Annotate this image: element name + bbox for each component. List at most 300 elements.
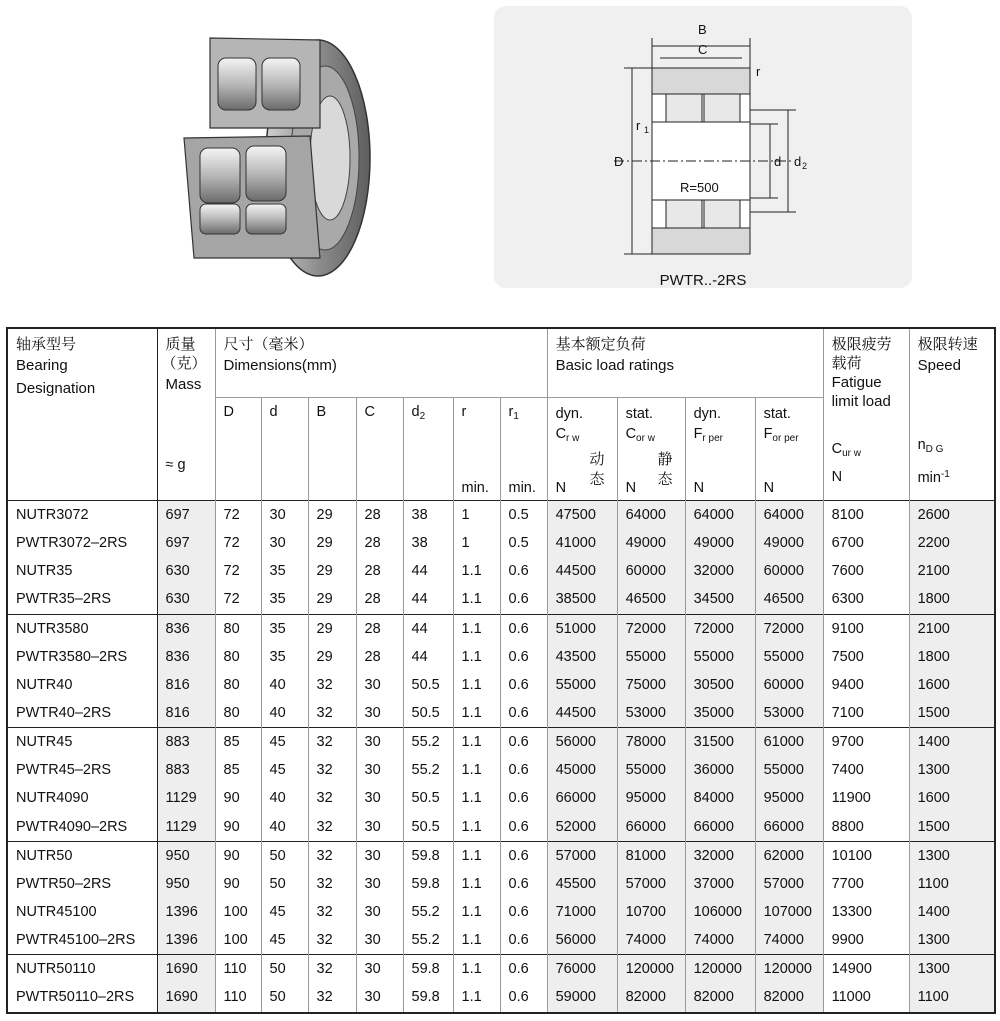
header-D: D [215,398,261,501]
cell-r1: 0.6 [500,643,547,671]
cell-forper: 95000 [755,784,823,812]
cell-C: 30 [356,955,403,984]
table-row [7,983,995,1012]
cell-D: 100 [215,898,261,926]
cell-mass: 1396 [157,926,215,955]
cell-D: 72 [215,557,261,585]
bearing-spec-table [6,327,996,1014]
cell-C: 28 [356,585,403,614]
cell-C: 28 [356,501,403,530]
header-r1: $r_1$ min. [500,398,547,501]
cell-r1: 0.6 [500,870,547,898]
cell-speed: 1300 [909,926,995,955]
header-corw: stat. $C_{or w}$ 静 态 N [617,398,685,501]
cell-D: 80 [215,671,261,699]
cell-d2: 44 [403,585,453,614]
header-designation: 轴承型号 Bearing Designation [7,328,157,501]
cell-frper: 35000 [685,699,755,728]
cell-d2: 50.5 [403,671,453,699]
cell-B: 32 [308,671,356,699]
cell-r1: 0.6 [500,784,547,812]
cell-D: 110 [215,983,261,1012]
cell-D: 72 [215,585,261,614]
cell-d: 40 [261,671,308,699]
cell-r1: 0.6 [500,841,547,870]
cell-designation: NUTR3072 [7,501,157,530]
cell-C: 28 [356,557,403,585]
cell-d: 50 [261,841,308,870]
cell-r1: 0.6 [500,926,547,955]
cell-r1: 0.6 [500,671,547,699]
table-row [7,643,995,671]
drawing-label-r1: r [636,118,641,133]
cell-forper: 57000 [755,870,823,898]
cell-D: 85 [215,756,261,784]
cell-B: 32 [308,728,356,757]
table-row [7,728,995,757]
cell-B: 32 [308,870,356,898]
cell-corw: 60000 [617,557,685,585]
cell-speed: 2600 [909,501,995,530]
cell-B: 32 [308,898,356,926]
cell-mass: 1129 [157,813,215,842]
header-C: C [356,398,403,501]
drawing-label-D: D [614,154,624,169]
cell-speed: 1300 [909,955,995,984]
cell-D: 90 [215,841,261,870]
cell-curw: 6300 [823,585,909,614]
cell-C: 30 [356,841,403,870]
cell-r: 1.1 [453,955,500,984]
cell-corw: 64000 [617,501,685,530]
cell-mass: 950 [157,870,215,898]
cell-B: 32 [308,699,356,728]
cell-d2: 59.8 [403,841,453,870]
cell-speed: 1100 [909,983,995,1012]
cell-designation: NUTR4090 [7,784,157,812]
table-row [7,671,995,699]
cell-r: 1.1 [453,983,500,1012]
cell-designation: PWTR4090–2RS [7,813,157,842]
cell-r1: 0.6 [500,813,547,842]
cell-forper: 72000 [755,614,823,643]
header-fatigue: 极限疲劳 载荷 Fatigue limit load $C_{ur w}$ N [823,328,909,501]
cell-forper: 62000 [755,841,823,870]
cell-curw: 8800 [823,813,909,842]
cell-frper: 31500 [685,728,755,757]
cell-crw: 66000 [547,784,617,812]
cell-frper: 84000 [685,784,755,812]
cell-C: 30 [356,699,403,728]
cell-r1: 0.6 [500,585,547,614]
cell-corw: 81000 [617,841,685,870]
cell-curw: 13300 [823,898,909,926]
cell-C: 30 [356,983,403,1012]
cell-corw: 72000 [617,614,685,643]
cell-crw: 44500 [547,699,617,728]
cell-curw: 7400 [823,756,909,784]
cell-curw: 11000 [823,983,909,1012]
drawing-label-d2-sub: 2 [802,161,808,171]
cell-forper: 74000 [755,926,823,955]
header-d: d [261,398,308,501]
cell-D: 110 [215,955,261,984]
cell-mass: 1396 [157,898,215,926]
table-row [7,813,995,842]
cell-d: 35 [261,643,308,671]
cell-d2: 50.5 [403,784,453,812]
cell-B: 32 [308,926,356,955]
cell-r: 1.1 [453,643,500,671]
cell-mass: 630 [157,557,215,585]
table-row [7,756,995,784]
cell-d: 30 [261,501,308,530]
cell-corw: 74000 [617,926,685,955]
cell-frper: 74000 [685,926,755,955]
cell-C: 28 [356,614,403,643]
cell-designation: PWTR45–2RS [7,756,157,784]
cell-crw: 45000 [547,756,617,784]
cell-speed: 2100 [909,557,995,585]
cell-forper: 60000 [755,557,823,585]
cell-mass: 816 [157,671,215,699]
table-row [7,898,995,926]
cell-crw: 71000 [547,898,617,926]
cell-D: 90 [215,784,261,812]
cell-r1: 0.6 [500,898,547,926]
cell-forper: 49000 [755,529,823,557]
cell-d2: 44 [403,643,453,671]
table-row [7,870,995,898]
cell-C: 30 [356,784,403,812]
cell-crw: 47500 [547,501,617,530]
cell-d2: 59.8 [403,870,453,898]
cell-r1: 0.6 [500,557,547,585]
cell-corw: 10700 [617,898,685,926]
cell-frper: 32000 [685,557,755,585]
cell-designation: PWTR35–2RS [7,585,157,614]
cell-frper: 49000 [685,529,755,557]
cell-frper: 30500 [685,671,755,699]
header-d2: $d_2$ [403,398,453,501]
cell-d: 50 [261,983,308,1012]
cell-crw: 57000 [547,841,617,870]
cell-D: 90 [215,870,261,898]
cell-r1: 0.6 [500,955,547,984]
cell-speed: 1300 [909,841,995,870]
cell-speed: 1500 [909,699,995,728]
cell-speed: 2100 [909,614,995,643]
cell-C: 30 [356,671,403,699]
cell-forper: 82000 [755,983,823,1012]
cell-corw: 82000 [617,983,685,1012]
cell-C: 30 [356,926,403,955]
cell-D: 80 [215,643,261,671]
cell-B: 32 [308,955,356,984]
cell-D: 72 [215,529,261,557]
cell-curw: 11900 [823,784,909,812]
cell-C: 30 [356,813,403,842]
cell-forper: 60000 [755,671,823,699]
cell-crw: 55000 [547,671,617,699]
cell-d: 40 [261,699,308,728]
cell-speed: 1400 [909,898,995,926]
header-B: B [308,398,356,501]
header-crw: dyn. $C_{r w}$ 动 态 N [547,398,617,501]
cell-D: 100 [215,926,261,955]
cell-mass: 697 [157,529,215,557]
cell-designation: PWTR3072–2RS [7,529,157,557]
cell-curw: 7500 [823,643,909,671]
cell-B: 32 [308,813,356,842]
cell-frper: 106000 [685,898,755,926]
cell-frper: 72000 [685,614,755,643]
cell-forper: 66000 [755,813,823,842]
cell-crw: 76000 [547,955,617,984]
cell-designation: PWTR3580–2RS [7,643,157,671]
cell-curw: 9700 [823,728,909,757]
cell-d2: 38 [403,501,453,530]
header-dimensions: 尺寸（毫米） Dimensions(mm) [215,328,547,398]
cell-d: 50 [261,870,308,898]
cell-speed: 1500 [909,813,995,842]
cell-d2: 55.2 [403,756,453,784]
cell-forper: 120000 [755,955,823,984]
cell-designation: NUTR35 [7,557,157,585]
cell-r1: 0.5 [500,501,547,530]
cell-designation: PWTR50–2RS [7,870,157,898]
table-row [7,529,995,557]
header-frper: dyn. $F_{r per}$ N [685,398,755,501]
cell-B: 29 [308,529,356,557]
drawing-label-r1-sub: 1 [644,125,650,135]
cell-curw: 7600 [823,557,909,585]
cell-curw: 9900 [823,926,909,955]
drawing-label-B: B [698,22,707,37]
cell-r: 1.1 [453,841,500,870]
cell-frper: 66000 [685,813,755,842]
cell-mass: 816 [157,699,215,728]
drawing-label-d: d [774,154,782,169]
cell-frper: 36000 [685,756,755,784]
cell-frper: 120000 [685,955,755,984]
cell-curw: 10100 [823,841,909,870]
cell-designation: PWTR50110–2RS [7,983,157,1012]
cell-d2: 50.5 [403,699,453,728]
cell-mass: 883 [157,728,215,757]
cell-mass: 950 [157,841,215,870]
cell-D: 72 [215,501,261,530]
cell-B: 29 [308,501,356,530]
table-row [7,955,995,984]
cell-corw: 49000 [617,529,685,557]
cell-corw: 46500 [617,585,685,614]
cell-r: 1.1 [453,671,500,699]
header-mass: 质量 （克） Mass ≈ g [157,328,215,501]
cell-C: 30 [356,870,403,898]
cell-C: 30 [356,756,403,784]
cell-frper: 32000 [685,841,755,870]
cell-crw: 43500 [547,643,617,671]
drawing-label-r: r [756,64,761,79]
cell-corw: 55000 [617,643,685,671]
table-row [7,699,995,728]
cell-forper: 64000 [755,501,823,530]
cell-r: 1.1 [453,728,500,757]
cell-mass: 836 [157,643,215,671]
cell-r1: 0.6 [500,699,547,728]
cell-forper: 107000 [755,898,823,926]
technical-drawing [494,6,912,288]
cell-B: 29 [308,614,356,643]
cell-curw: 14900 [823,955,909,984]
cell-speed: 2200 [909,529,995,557]
cell-C: 28 [356,529,403,557]
cell-d2: 59.8 [403,983,453,1012]
cell-C: 28 [356,643,403,671]
cell-corw: 66000 [617,813,685,842]
cell-corw: 95000 [617,784,685,812]
cell-crw: 44500 [547,557,617,585]
cell-r: 1.1 [453,699,500,728]
header-forper: stat. $F_{or per}$ N [755,398,823,501]
table-row [7,841,995,870]
cell-mass: 697 [157,501,215,530]
cell-r1: 0.6 [500,756,547,784]
cell-curw: 9400 [823,671,909,699]
cell-curw: 8100 [823,501,909,530]
cell-designation: NUTR45100 [7,898,157,926]
cell-d2: 59.8 [403,955,453,984]
cell-D: 85 [215,728,261,757]
cell-r: 1 [453,501,500,530]
cell-crw: 56000 [547,728,617,757]
cell-r1: 0.5 [500,529,547,557]
cell-r1: 0.6 [500,983,547,1012]
cell-mass: 630 [157,585,215,614]
cell-mass: 1690 [157,955,215,984]
cell-B: 32 [308,756,356,784]
table-row [7,501,995,530]
cell-crw: 51000 [547,614,617,643]
cell-mass: 1690 [157,983,215,1012]
cell-frper: 82000 [685,983,755,1012]
cell-frper: 34500 [685,585,755,614]
cell-d2: 38 [403,529,453,557]
cell-corw: 78000 [617,728,685,757]
header-r: r min. [453,398,500,501]
cell-designation: NUTR45 [7,728,157,757]
cell-crw: 45500 [547,870,617,898]
cell-crw: 38500 [547,585,617,614]
cell-r1: 0.6 [500,728,547,757]
cell-forper: 53000 [755,699,823,728]
cell-B: 29 [308,557,356,585]
cell-D: 90 [215,813,261,842]
cell-r: 1.1 [453,557,500,585]
cell-forper: 55000 [755,643,823,671]
drawing-label-C: C [698,42,708,57]
cell-mass: 1129 [157,784,215,812]
cell-C: 30 [356,728,403,757]
cell-d: 30 [261,529,308,557]
cell-frper: 55000 [685,643,755,671]
cell-corw: 57000 [617,870,685,898]
cell-speed: 1100 [909,870,995,898]
cell-speed: 1400 [909,728,995,757]
cell-designation: PWTR45100–2RS [7,926,157,955]
cell-B: 29 [308,585,356,614]
cell-frper: 64000 [685,501,755,530]
cell-r: 1.1 [453,784,500,812]
cell-corw: 75000 [617,671,685,699]
cell-d2: 55.2 [403,926,453,955]
cell-designation: NUTR50 [7,841,157,870]
cell-d: 45 [261,728,308,757]
table-row [7,614,995,643]
drawing-label-R: R=500 [680,180,719,195]
cell-mass: 836 [157,614,215,643]
cell-r: 1.1 [453,756,500,784]
cell-forper: 55000 [755,756,823,784]
cell-B: 32 [308,983,356,1012]
cell-B: 32 [308,784,356,812]
cell-d2: 55.2 [403,728,453,757]
cell-speed: 1300 [909,756,995,784]
cell-d: 45 [261,756,308,784]
header-load-ratings: 基本额定负荷 Basic load ratings [547,328,823,398]
drawing-label-d2: d [794,154,802,169]
cell-d2: 50.5 [403,813,453,842]
cell-d2: 44 [403,614,453,643]
cell-B: 32 [308,841,356,870]
bearing-photo [170,18,380,280]
cell-corw: 53000 [617,699,685,728]
cell-corw: 120000 [617,955,685,984]
table-row [7,926,995,955]
cell-r: 1.1 [453,813,500,842]
cell-B: 29 [308,643,356,671]
cell-r: 1.1 [453,585,500,614]
cell-frper: 37000 [685,870,755,898]
cell-r: 1 [453,529,500,557]
cell-d: 45 [261,898,308,926]
cell-r1: 0.6 [500,614,547,643]
cell-r: 1.1 [453,926,500,955]
cell-speed: 1600 [909,671,995,699]
cell-designation: NUTR3580 [7,614,157,643]
cell-curw: 9100 [823,614,909,643]
cell-d: 40 [261,813,308,842]
cell-speed: 1800 [909,585,995,614]
table-row [7,784,995,812]
cell-crw: 56000 [547,926,617,955]
cell-d2: 44 [403,557,453,585]
cell-speed: 1600 [909,784,995,812]
cell-curw: 7700 [823,870,909,898]
table-row [7,557,995,585]
cell-d: 40 [261,784,308,812]
cell-d: 50 [261,955,308,984]
header-speed: 极限转速 Speed $n_{D G}$ $\min^{-1}$ [917,336,978,486]
table-row [7,585,995,614]
cell-r: 1.1 [453,614,500,643]
cell-d: 35 [261,557,308,585]
cell-speed: 1800 [909,643,995,671]
cell-curw: 6700 [823,529,909,557]
cell-crw: 41000 [547,529,617,557]
cell-mass: 883 [157,756,215,784]
